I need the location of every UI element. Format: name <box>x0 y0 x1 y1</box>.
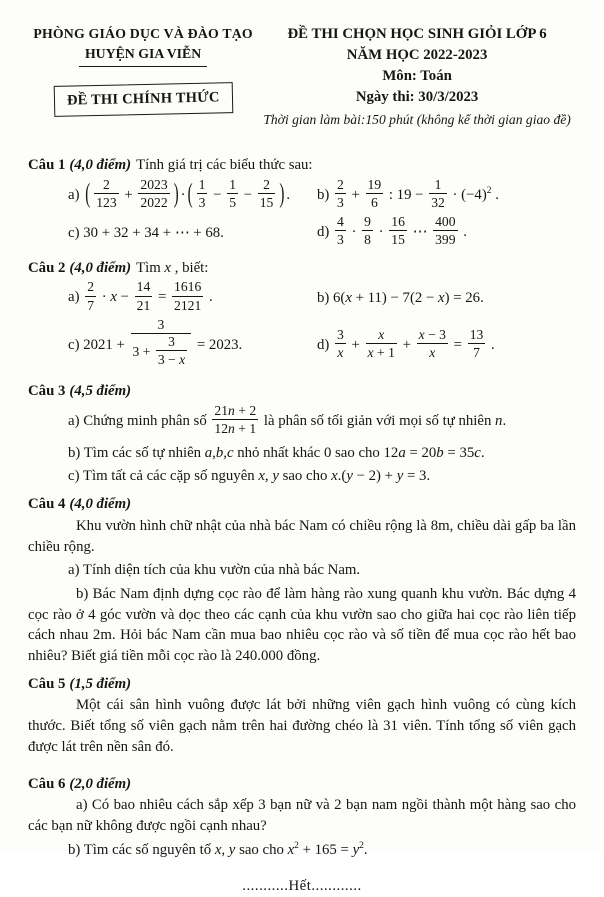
question-1 <box>28 155 576 251</box>
question-2-points: (4,0 điểm) <box>69 259 132 276</box>
school-year: NĂM HỌC 2022-2023 <box>346 47 488 63</box>
question-1-points: (4,0 điểm) <box>69 157 132 174</box>
official-exam-stamp: ĐỀ THI CHÍNH THỨC <box>53 82 232 117</box>
question-2-heading <box>28 258 576 279</box>
question-1-part-b: b) $\frac{2}{3}$ + $\frac{19}{6}$ : 19 − $\frac{1}{32}$ · $(-4)^2$ . <box>316 176 499 210</box>
question-2 <box>28 258 576 374</box>
fraction: $\frac{2}{123}$ <box>96 176 117 210</box>
question-1-heading <box>28 155 576 176</box>
fraction: $\frac{1}{5}$ <box>229 176 236 210</box>
paren-group: ( $\frac{2}{123}$ + $\frac{2023}{2022}$ ) <box>85 176 179 210</box>
question-6 <box>28 774 576 861</box>
question-3-part-a: a) Chứng minh phân số $\frac{21n + 2}{12n + 1}$ là phân số tối giản với mọi số tự nhiên n. <box>68 403 507 437</box>
question-5-number: Câu 5 <box>28 675 66 692</box>
question-3-part-c: c) Tìm tất cả các cặp số nguyên x, y sao cho x.(y − 2) + y = 3. <box>68 468 431 485</box>
question-2-part-d: d) $\frac{3}{x}$ + $\frac{x}{x + 1}$ + $\frac{x - 3}{x}$ = $\frac{13}{7}$ . <box>316 326 495 361</box>
fraction: $\frac{9}{8}$ <box>364 214 371 248</box>
question-5 <box>28 674 576 758</box>
question-3-part-b: b) Tìm các số tự nhiên a,b,c nhỏ nhất khác 0 sao cho 12a = 20b = 35c. <box>68 444 485 461</box>
question-4-part-a: a) Tính diện tích của khu vườn của nhà bác Nam. <box>68 562 361 579</box>
question-1-part-d: d) $\frac{4}{3}$ · $\frac{9}{8}$ · $\frac{16}{15}$ ⋯ $\frac{400}{399}$ . <box>316 214 467 248</box>
question-5-statement: Một cái sân hình vuông được lát bởi những viên gạch hình vuông có cùng kích thước. Biết tổng số viên gạch nằm trên hai đường chéo là 31 viên. Tính tổng số viên gạch được lát trên nền sân đó. <box>28 697 576 755</box>
question-4-number: Câu 4 <box>28 496 66 513</box>
question-2-part-a: a) $\frac{2}{7}$ · x − $\frac{14}{21}$ = $\frac{1616}{2121}$ . <box>68 279 213 313</box>
issuer-block <box>28 24 258 129</box>
fraction: $\frac{1616}{2121}$ <box>174 279 202 313</box>
paren-group: ( $\frac{1}{3}$ − $\frac{1}{5}$ − $\frac{2}{15}$ ) <box>187 176 285 210</box>
fraction: $\frac{16}{15}$ <box>391 214 405 248</box>
document-header <box>28 24 576 129</box>
question-2-number: Câu 2 <box>28 259 66 276</box>
question-1-part-a: a) ( $\frac{2}{123}$ + $\frac{2023}{2022}$ ) · ( $\frac{1}{3}$ − $\frac{1}{5}$ − $\frac{2}{15}$ ) . <box>68 176 291 210</box>
question-3-points: (4,5 điểm) <box>69 382 132 399</box>
district-name: HUYỆN GIA VIỄN <box>79 44 207 66</box>
fraction: $\frac{14}{21}$ <box>136 279 151 313</box>
question-2-intro: Tìm x , biết: <box>136 259 209 276</box>
exam-body <box>28 155 576 897</box>
question-4 <box>28 494 576 667</box>
fraction: $\frac{400}{399}$ <box>435 214 456 248</box>
question-4-part-b: b) Bác Nam định dựng cọc rào để làm hàng rào xung quanh khu vườn. Bác dựng 4 cọc rào ở 4 góc vườn và dọc theo các cạnh của khu vườn sao cho giữa hai cọc rào liên tiếp cách nhau 2m. Hỏi bác Nam cần mua bao nhiêu cọc rào và số tiền để mua cọc rào hết bao nhiêu? Biết giá tiền mỗi cọc rào là 240.000 đồng. <box>28 585 576 665</box>
fraction: $\frac{1}{32}$ <box>431 176 445 210</box>
question-6-number: Câu 6 <box>28 775 66 792</box>
fraction: $\frac{1}{3}$ <box>198 176 206 210</box>
fraction: $\frac{19}{6}$ <box>367 176 382 210</box>
question-1-row-ab <box>28 178 576 213</box>
question-6-part-b: b) Tìm các số nguyên tố x, y sao cho $x^2 + 165 = y^2$. <box>68 840 368 858</box>
exam-title: ĐỀ THI CHỌN HỌC SINH GIỎI LỚP 6 <box>287 26 547 42</box>
fraction: $\frac{x}{x + 1}$ <box>367 326 395 361</box>
fraction: $\frac{13}{7}$ <box>469 326 484 361</box>
fraction: $\frac{3}{x}$ <box>336 326 344 361</box>
department-name: PHÒNG GIÁO DỤC VÀ ĐÀO TẠO <box>33 26 253 41</box>
exam-info-block <box>258 24 576 129</box>
fraction: $\frac{2}{7}$ <box>87 279 95 313</box>
end-of-exam-marker: ...........Hết............ <box>242 878 362 895</box>
fraction: 3 3 + $\frac{3}{3 - x}$ <box>131 317 192 371</box>
fraction: $\frac{2}{3}$ <box>336 176 344 210</box>
fraction: $\frac{4}{3}$ <box>336 214 344 248</box>
question-2-part-c: c) 2021 + 3 3 + $\frac{3}{3 - x}$ = 2023. <box>28 318 313 374</box>
fraction: $\frac{2023}{2022}$ <box>140 176 168 210</box>
question-3-number: Câu 3 <box>28 382 66 399</box>
question-4-points: (4,0 điểm) <box>69 496 132 513</box>
question-1-part-c: c) 30 + 32 + 34 + ⋯ + 68. <box>68 224 224 241</box>
question-5-points: (1,5 điểm) <box>69 675 132 692</box>
question-1-intro: Tính giá trị các biểu thức sau: <box>136 157 313 174</box>
question-2-row-cd <box>28 318 576 374</box>
duration-line: Thời gian làm bài:150 phút (không kể thời gian giao đề) <box>263 112 571 127</box>
question-3 <box>28 381 576 488</box>
question-2-part-b: b) 6(x + 11) − 7(2 − x) = 26. <box>316 289 484 306</box>
question-4-statement: Khu vườn hình chữ nhật của nhà bác Nam có chiều rộng là 8m, chiều dài gấp ba lần chiều rộng. <box>28 517 576 555</box>
question-6-part-a: a) Có bao nhiêu cách sắp xếp 3 bạn nữ và 2 bạn nam ngồi thành một hàng sao cho các bạn nữ không được ngồi cạnh nhau? <box>28 797 576 834</box>
fraction: $\frac{x - 3}{x}$ <box>418 326 446 361</box>
fraction: $\frac{2}{15}$ <box>259 176 274 210</box>
question-1-row-cd <box>28 215 576 250</box>
question-4-heading <box>28 494 576 515</box>
subject-line: Môn: Toán <box>382 68 452 84</box>
question-2-row-ab <box>28 280 576 315</box>
fraction: $\frac{21n + 2}{12n + 1}$ <box>214 403 257 437</box>
exam-date: Ngày thi: 30/3/2023 <box>355 89 479 105</box>
question-6-points: (2,0 điểm) <box>69 775 132 792</box>
question-6-heading <box>28 774 576 795</box>
fraction: $\frac{3}{3 - x}$ <box>157 334 186 368</box>
question-1-number: Câu 1 <box>28 157 66 174</box>
question-5-heading <box>28 674 576 695</box>
question-3-heading <box>28 381 576 402</box>
